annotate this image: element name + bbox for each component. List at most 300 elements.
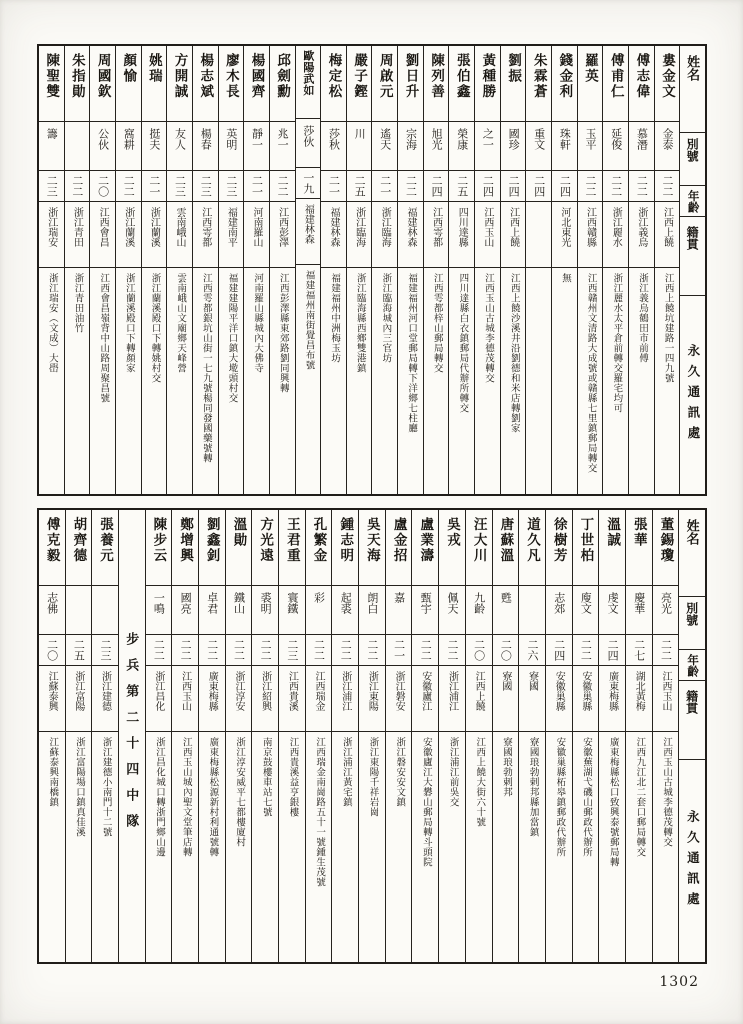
person-column <box>423 46 449 494</box>
person-address: 安徽巢縣柘皋鎮郵政代辦所 <box>554 737 565 857</box>
person-column <box>225 510 252 962</box>
roster-table-top <box>37 44 707 496</box>
person-alias: 朗白 <box>359 586 385 635</box>
person-native-place: 江西玉山 <box>475 202 500 268</box>
person-native-place: 廣東梅縣 <box>599 666 625 732</box>
person-name: 楊志斌 <box>193 46 218 122</box>
person-column <box>500 46 526 494</box>
person-column <box>269 46 295 494</box>
person-age: 二〇 <box>39 635 65 666</box>
person-name: 吳天海 <box>359 510 385 586</box>
person-age: 二四 <box>424 171 449 202</box>
person-name: 道久凡 <box>519 510 545 586</box>
person-address: 廣東梅縣松口致興泰號郵局轉 <box>607 737 618 867</box>
person-native-place: 江蘇泰興 <box>39 666 65 732</box>
person-column <box>598 510 625 962</box>
person-address <box>526 268 551 494</box>
person-alias: 寰鐵 <box>279 586 305 635</box>
person-name: 吳戎 <box>439 510 465 586</box>
person-name: 羅英 <box>578 46 603 122</box>
person-native-place: 安徽巢縣 <box>546 666 572 732</box>
person-native-place: 江西貴溪 <box>279 666 305 732</box>
person-age: 一九 <box>296 168 321 199</box>
person-native-place: 江西上饒 <box>655 202 680 268</box>
person-alias: 虔文 <box>599 586 625 635</box>
person-name: 汪大川 <box>466 510 492 586</box>
person-address: 江西會昌嶺背中山路周聚昌號 <box>98 273 109 403</box>
person-alias: 楊春 <box>193 122 218 171</box>
person-native-place: 江西雩都 <box>424 202 449 268</box>
person-alias: 宗海 <box>398 122 423 171</box>
person-column <box>385 510 412 962</box>
person-native-place: 浙江臨海 <box>347 202 372 268</box>
person-name: 陳列善 <box>424 46 449 122</box>
person-alias: 籌 <box>39 122 64 171</box>
person-native-place <box>526 202 551 268</box>
person-name: 嚴子鏗 <box>347 46 372 122</box>
person-column <box>278 510 305 962</box>
person-address: 浙江東陽千祥岩崗 <box>367 737 378 817</box>
person-address: 福建建陽平洋口鎮大墘頭村交 <box>226 273 237 403</box>
person-name: 傅志偉 <box>629 46 654 122</box>
person-native-place: 浙江麗水 <box>603 202 628 268</box>
person-column <box>577 46 603 494</box>
person-native-place: 浙江青田 <box>65 202 90 268</box>
person-native-place: 浙江昌化 <box>146 666 172 732</box>
person-age: 二二 <box>629 171 654 202</box>
person-address: 浙江磐安安文鎮 <box>394 737 405 807</box>
person-age: 二二 <box>306 635 332 666</box>
person-address: 江西玉山城內聖文堂筆店轉 <box>180 737 191 857</box>
person-address: 江西九江北二套口郵局轉交 <box>634 737 645 857</box>
person-address: 浙江瑞安（文成）大嶨 <box>46 273 57 373</box>
person-column <box>145 510 172 962</box>
person-alias <box>92 586 118 635</box>
person-address: 福建福州中洲梅玉坊 <box>329 273 340 363</box>
person-age: 二四 <box>475 171 500 202</box>
person-column <box>320 46 346 494</box>
person-alias: 靜一 <box>244 122 269 171</box>
person-address: 江西贛州文清路大成號或贛縣七里鎮郵局轉交 <box>585 273 596 473</box>
person-address: 江西上饒沙溪井沿劉德和米店轉劉家 <box>508 273 519 433</box>
person-age: 二一 <box>142 171 167 202</box>
person-column <box>39 46 64 494</box>
header-age-label: 年齡 <box>679 650 705 681</box>
person-column <box>474 46 500 494</box>
person-name: 張華 <box>626 510 652 586</box>
person-age: 二二 <box>146 635 172 666</box>
person-alias: 兆一 <box>270 122 295 171</box>
person-column <box>346 46 372 494</box>
person-name: 董錫瓊 <box>653 510 679 586</box>
person-age: 二五 <box>66 635 92 666</box>
person-alias: 嘉 <box>386 586 412 635</box>
person-age: 二四 <box>599 635 625 666</box>
person-address: 雲南峨山文廟鄉天峰營 <box>175 273 186 373</box>
person-name: 梅定松 <box>321 46 346 122</box>
person-name: 劉鑫釗 <box>199 510 225 586</box>
person-native-place: 浙江浦江 <box>332 666 358 732</box>
person-alias: 起裘 <box>332 586 358 635</box>
person-native-place: 安徽廬江 <box>412 666 438 732</box>
person-alias: 莎秋 <box>321 122 346 171</box>
page-number: 1302 <box>659 974 699 990</box>
person-column <box>64 46 90 494</box>
roster-table-bottom <box>37 508 707 964</box>
person-native-place: 安徽巢縣 <box>573 666 599 732</box>
person-column <box>243 46 269 494</box>
person-column <box>572 510 599 962</box>
person-age: 二〇 <box>493 635 519 666</box>
person-address: 江西上饒大街六十號 <box>474 737 485 827</box>
person-age: 二七 <box>626 635 652 666</box>
person-alias: 莎伙 <box>296 119 321 168</box>
person-age: 二一 <box>244 171 269 202</box>
person-age: 二二 <box>573 635 599 666</box>
person-alias: 裘明 <box>252 586 278 635</box>
person-column <box>141 46 167 494</box>
person-age: 二一 <box>321 171 346 202</box>
person-name: 歐陽武如 <box>296 46 321 119</box>
person-column <box>358 510 385 962</box>
person-column <box>91 510 118 962</box>
person-address: 河南羅山縣城內大佛寺 <box>252 273 263 373</box>
person-name: 廖木長 <box>219 46 244 122</box>
person-age: 二二 <box>270 171 295 202</box>
person-column <box>65 510 92 962</box>
person-column <box>438 510 465 962</box>
person-native-place: 浙江義烏 <box>629 202 654 268</box>
person-address: 江西雩都銀坑山街一七九號楊同發國藥號轉 <box>200 273 211 463</box>
person-age: 二五 <box>449 171 474 202</box>
person-age: 二二 <box>65 171 90 202</box>
person-column <box>198 510 225 962</box>
person-alias <box>65 122 90 171</box>
person-address: 浙江浦江黃宅鎮 <box>340 737 351 807</box>
person-address: 江西玉山古城李德茂轉交 <box>661 737 672 847</box>
person-column <box>652 510 679 962</box>
person-column <box>115 46 141 494</box>
person-alias: 川 <box>347 122 372 171</box>
person-column <box>654 46 680 494</box>
person-name: 唐蘇溫 <box>493 510 519 586</box>
person-name: 周啟元 <box>372 46 397 122</box>
person-name: 傅克毅 <box>39 510 65 586</box>
person-name: 孔繁金 <box>306 510 332 586</box>
person-alias: 金泰 <box>655 122 680 171</box>
person-age: 二四 <box>552 171 577 202</box>
person-native-place: 寮國 <box>493 666 519 732</box>
unit-note-column <box>118 510 145 962</box>
person-age: 二二 <box>226 635 252 666</box>
person-address: 安徽蕪湖弋磯山郵政代辦所 <box>581 737 592 857</box>
person-age: 二一 <box>372 171 397 202</box>
person-native-place: 浙江富陽 <box>66 666 92 732</box>
header-alias-label: 別號 <box>680 133 705 186</box>
person-address: 福建福州南街覺昌布號 <box>303 270 314 370</box>
person-alias: 國珍 <box>501 122 526 171</box>
person-age: 二二 <box>332 635 358 666</box>
person-address: 江西瑞金南崗路五十一號鍾生茂號 <box>314 737 325 887</box>
person-age: 二三 <box>219 171 244 202</box>
person-address: 浙江浦江前吳交 <box>447 737 458 807</box>
person-name: 鄭增興 <box>172 510 198 586</box>
person-name: 盧金招 <box>386 510 412 586</box>
person-alias: 慶華 <box>626 586 652 635</box>
person-age: 二二 <box>252 635 278 666</box>
person-address: 江西上饒坑建路一四九號 <box>662 273 673 383</box>
person-alias: 鐵山 <box>226 586 252 635</box>
person-column <box>525 46 551 494</box>
person-native-place: 江西瑞金 <box>306 666 332 732</box>
person-age: 二四 <box>526 171 551 202</box>
header-address-label: 永久通訊處 <box>685 343 700 447</box>
person-name: 錢金利 <box>552 46 577 122</box>
person-alias: 英明 <box>219 122 244 171</box>
person-alias: 亮光 <box>653 586 679 635</box>
person-column <box>371 46 397 494</box>
person-column <box>218 46 244 494</box>
person-alias: 公伙 <box>90 122 115 171</box>
person-name: 陳聖雙 <box>39 46 64 122</box>
person-column <box>305 510 332 962</box>
person-age: 二二 <box>398 171 423 202</box>
person-column <box>89 46 115 494</box>
person-alias: 慕潛 <box>629 122 654 171</box>
person-alias: 窩耕 <box>116 122 141 171</box>
person-native-place: 江西上饒 <box>466 666 492 732</box>
person-name: 溫誠 <box>599 510 625 586</box>
person-native-place: 河北東光 <box>552 202 577 268</box>
person-native-place: 雲南峨山 <box>167 202 192 268</box>
person-address: 福建福州河口堂郵局轉下洋鄉七柱廳 <box>406 273 417 433</box>
person-alias: 榮康 <box>449 122 474 171</box>
person-alias: 佩天 <box>439 586 465 635</box>
person-column <box>448 46 474 494</box>
person-native-place: 江西會昌 <box>90 202 115 268</box>
person-column <box>602 46 628 494</box>
person-address: 寮國琅勃剌邦 <box>500 737 511 797</box>
person-age: 二三 <box>193 171 218 202</box>
person-alias <box>66 586 92 635</box>
person-address: 安徽廬江大礬山郵局轉斗頭院 <box>420 737 431 867</box>
person-age: 二二 <box>412 635 438 666</box>
person-alias: 甄宇 <box>412 586 438 635</box>
person-name: 陳步云 <box>146 510 172 586</box>
person-age: 二〇 <box>90 171 115 202</box>
person-column <box>518 510 545 962</box>
person-address: 浙江麗水太平倉前轉交羅宅均可 <box>611 273 622 413</box>
person-name: 盧業濤 <box>412 510 438 586</box>
person-alias: 重文 <box>526 122 551 171</box>
header-native-label: 籍貫 <box>680 217 705 296</box>
person-address: 浙江義烏鶴田市前傅 <box>636 273 647 363</box>
person-native-place: 江西玉山 <box>653 666 679 732</box>
person-age: 二三 <box>92 635 118 666</box>
person-native-place: 寮國 <box>519 666 545 732</box>
person-alias: 挺夫 <box>142 122 167 171</box>
person-name: 姚瑞 <box>142 46 167 122</box>
person-name: 楊國齊 <box>244 46 269 122</box>
person-native-place: 廣東梅縣 <box>199 666 225 732</box>
person-native-place: 江西贛縣 <box>578 202 603 268</box>
header-name-label: 姓名 <box>680 46 705 133</box>
person-age: 二二 <box>199 635 225 666</box>
unit-note-text: 步兵第二十四中隊 <box>124 632 140 840</box>
person-address: 無 <box>560 273 570 283</box>
person-name: 張養元 <box>92 510 118 586</box>
person-address: 江蘇泰興南橋鎮 <box>47 737 58 807</box>
person-name: 丁世柏 <box>573 510 599 586</box>
person-age: 二六 <box>519 635 545 666</box>
person-alias: 志佛 <box>39 586 65 635</box>
header-alias-label: 別號 <box>679 597 705 650</box>
person-native-place: 浙江建德 <box>92 666 118 732</box>
person-name: 周國欽 <box>90 46 115 122</box>
person-native-place: 江西彭澤 <box>270 202 295 268</box>
person-age: 二二 <box>653 635 679 666</box>
person-address: 浙江臨海縣西鄉雙港鎮 <box>354 273 365 373</box>
person-native-place: 江西雩都 <box>193 202 218 268</box>
person-native-place: 福建林森 <box>398 202 423 268</box>
person-native-place: 江西玉山 <box>172 666 198 732</box>
person-address: 南京鼓樓車站七號 <box>260 737 271 817</box>
person-age: 二三 <box>39 171 64 202</box>
person-alias: 珠軒 <box>552 122 577 171</box>
person-age: 二四 <box>546 635 572 666</box>
person-alias <box>519 586 545 635</box>
person-name: 王君重 <box>279 510 305 586</box>
person-name: 婁金文 <box>655 46 680 122</box>
person-column <box>492 510 519 962</box>
person-address: 浙江蘭溪殿口下轉顏家 <box>123 273 134 373</box>
person-alias: 遙天 <box>372 122 397 171</box>
header-column <box>679 46 705 494</box>
person-alias: 九齡 <box>466 586 492 635</box>
person-native-place: 浙江臨海 <box>372 202 397 268</box>
person-alias: 玉平 <box>578 122 603 171</box>
person-address: 浙江淳安威平七都樓廈村 <box>234 737 245 847</box>
person-column <box>628 46 654 494</box>
person-address: 江西貴溪益亨銀樓 <box>287 737 298 817</box>
person-address: 浙江富陽場口鎮真佳溪 <box>73 737 84 837</box>
person-address: 四川達縣白衣鎮郵局代辦所轉交 <box>457 273 468 413</box>
person-column <box>465 510 492 962</box>
person-alias: 志郊 <box>546 586 572 635</box>
person-name: 黃種勝 <box>475 46 500 122</box>
person-alias: 廋文 <box>573 586 599 635</box>
person-age: 二二 <box>116 171 141 202</box>
person-column <box>171 510 198 962</box>
person-name: 劉日升 <box>398 46 423 122</box>
person-column <box>39 510 65 962</box>
person-address: 浙江蘭溪殿口下轉姚村交 <box>149 273 160 383</box>
person-age: 二二 <box>578 171 603 202</box>
person-name: 徐樹芳 <box>546 510 572 586</box>
person-name: 鍾志明 <box>332 510 358 586</box>
person-alias: 國亮 <box>172 586 198 635</box>
header-native-label: 籍貫 <box>679 681 705 760</box>
person-address: 浙江建德小南門十二號 <box>100 737 111 837</box>
person-age: 二二 <box>359 635 385 666</box>
person-native-place: 浙江磐安 <box>386 666 412 732</box>
person-address: 江西雩都梓山郵局轉交 <box>431 273 442 373</box>
person-column <box>397 46 423 494</box>
person-native-place: 浙江淳安 <box>226 666 252 732</box>
person-name: 邱劍勳 <box>270 46 295 122</box>
person-name: 胡齊德 <box>66 510 92 586</box>
person-age: 二一 <box>386 635 412 666</box>
person-alias: 延俊 <box>603 122 628 171</box>
person-address: 浙江青田油竹 <box>72 273 83 333</box>
person-age: 二四 <box>501 171 526 202</box>
person-age: 二三 <box>167 171 192 202</box>
person-native-place: 湖北黃梅 <box>626 666 652 732</box>
person-address: 江西彭澤縣東郊路劉同興轉 <box>277 273 288 393</box>
person-native-place: 江西上饒 <box>501 202 526 268</box>
person-name: 張伯鑫 <box>449 46 474 122</box>
person-age: 二二 <box>603 171 628 202</box>
header-column <box>678 510 705 962</box>
person-native-place: 浙江蘭溪 <box>116 202 141 268</box>
person-address: 廣東梅縣松源新村利通號轉 <box>207 737 218 857</box>
person-name: 傅甫仁 <box>603 46 628 122</box>
person-age: 二三 <box>279 635 305 666</box>
person-alias: 卓君 <box>199 586 225 635</box>
person-column <box>166 46 192 494</box>
person-native-place: 福建林森 <box>296 199 321 265</box>
person-name: 方光遠 <box>252 510 278 586</box>
person-age: 二二 <box>439 635 465 666</box>
person-age: 二二 <box>172 635 198 666</box>
person-column <box>545 510 572 962</box>
person-alias: 甦 <box>493 586 519 635</box>
person-native-place: 浙江瑞安 <box>39 202 64 268</box>
person-column <box>251 510 278 962</box>
person-address: 浙江昌化城口轉浙門鄉山邊 <box>154 737 165 857</box>
person-column <box>331 510 358 962</box>
person-age: 二五 <box>347 171 372 202</box>
person-address: 浙江臨海城內三官坊 <box>380 273 391 363</box>
person-native-place: 浙江東陽 <box>359 666 385 732</box>
person-age: 二二 <box>655 171 680 202</box>
person-column <box>295 46 321 494</box>
person-name: 方開誠 <box>167 46 192 122</box>
person-address: 江西玉山古城李德茂轉交 <box>483 273 494 383</box>
person-native-place: 福建南平 <box>219 202 244 268</box>
person-native-place: 浙江紹興 <box>252 666 278 732</box>
person-address: 寮國琅勃剌邦縣加當鎮 <box>527 737 538 837</box>
person-native-place: 浙江浦江 <box>439 666 465 732</box>
person-native-place: 福建林森 <box>321 202 346 268</box>
person-alias: 旭光 <box>424 122 449 171</box>
person-column <box>411 510 438 962</box>
person-name: 劉振 <box>501 46 526 122</box>
person-alias: 彩 <box>306 586 332 635</box>
person-name: 顏愉 <box>116 46 141 122</box>
person-name: 朱指勛 <box>65 46 90 122</box>
person-name: 溫勛 <box>226 510 252 586</box>
person-age: 二〇 <box>466 635 492 666</box>
person-alias: 之一 <box>475 122 500 171</box>
person-column <box>551 46 577 494</box>
person-column <box>625 510 652 962</box>
header-age-label: 年齡 <box>680 186 705 217</box>
person-native-place: 浙江蘭溪 <box>142 202 167 268</box>
person-native-place: 河南羅山 <box>244 202 269 268</box>
person-alias: 友人 <box>167 122 192 171</box>
person-native-place: 四川達縣 <box>449 202 474 268</box>
